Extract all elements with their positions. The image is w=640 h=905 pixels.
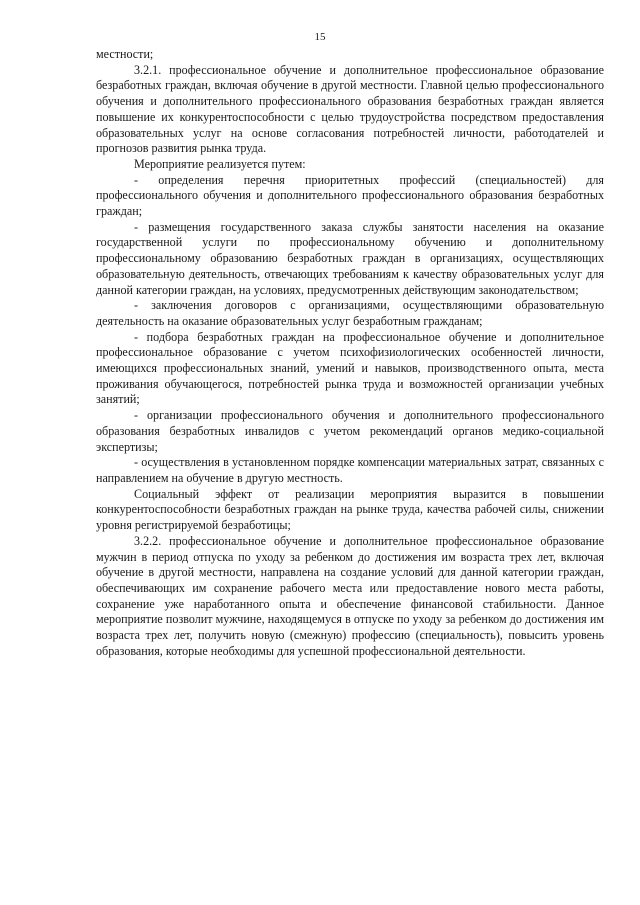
paragraph-3-2-1: 3.2.1. профессиональное обучение и дополнительное профессиональное образование безработных граждан, включая обучение в другой местности. Главной целью профессионального обучения и дополнительного профессионального образования безработных граждан является повышение их конкурентоспособности с целью трудоустройства посредством предоставления образовательных услуг на основе согласования потребностей личности, работодателей и прогнозов развития рынка труда. — [96, 62, 604, 156]
list-item-contracts: - заключения договоров с организациями, осуществляющими образовательную деятельность на оказание образовательных услуг безработным гражданам; — [96, 298, 604, 328]
list-item-selection: - подбора безработных граждан на профессиональное обучение и дополнительное профессиональное образование с учетом психофизиологических особенностей личности, имеющихся профессиональных знаний, умений и навыков, производственного опыта, места проживания обучающегося, потребностей рынка труда и возможностей организации учебных занятий; — [96, 329, 604, 407]
list-item-disabled-training: - организации профессионального обучения и дополнительного профессионального образования безработных инвалидов с учетом рекомендаций органов медико-социальной экспертизы; — [96, 408, 604, 454]
paragraph-social-effect: Социальный эффект от реализации мероприятия выразится в повышении конкурентоспособности безработных граждан на рынке труда, качества рабочей силы, снижении уровня регистрируемой безработицы; — [96, 486, 604, 533]
list-item-compensation: - осуществления в установленном порядке компенсации материальных затрат, связанных с направлением на обучение в другую местность. — [96, 455, 604, 485]
page-number: 15 — [314, 31, 326, 43]
list-item-priority-professions: - определения перечня приоритетных профессий (специальностей) для профессионального обучения и дополнительного профессионального образования безработных граждан; — [96, 172, 604, 219]
paragraph-measures-intro: Мероприятие реализуется путем: — [134, 156, 306, 171]
paragraph-3-2-2: 3.2.2. профессиональное обучение и дополнительное профессиональное образование мужчин в период отпуска по уходу за ребенком до достижения им возраста трех лет, включая обучение в другой местности, направлена на создание условий для данной категории граждан, обеспечивающих им сохранение рабочего места или предоставление нового места работы, сохранение уже наработанного опыта и обеспечение финансовой стабильности. Данное мероприятие позволит мужчине, находящемуся в отпуске по уходу за ребенком до достижения им возраста трех лет, получить новую (смежную) профессию (специальность), повысить уровень образования, которые необходимы для успешной профессиональной деятельности. — [96, 533, 604, 658]
document-body — [96, 47, 604, 659]
list-item-state-order: - размещения государственного заказа службы занятости населения на оказание государственной услуги по профессиональному обучению и дополнительному профессиональному образованию безработных граждан в организациях, осуществляющих образовательную деятельность, отвечающих требованиям к качеству образовательных услуг для данной категории граждан, на условиях, предусмотренных действующим законодательством; — [96, 219, 604, 297]
paragraph-continuation: местности; — [96, 47, 154, 61]
